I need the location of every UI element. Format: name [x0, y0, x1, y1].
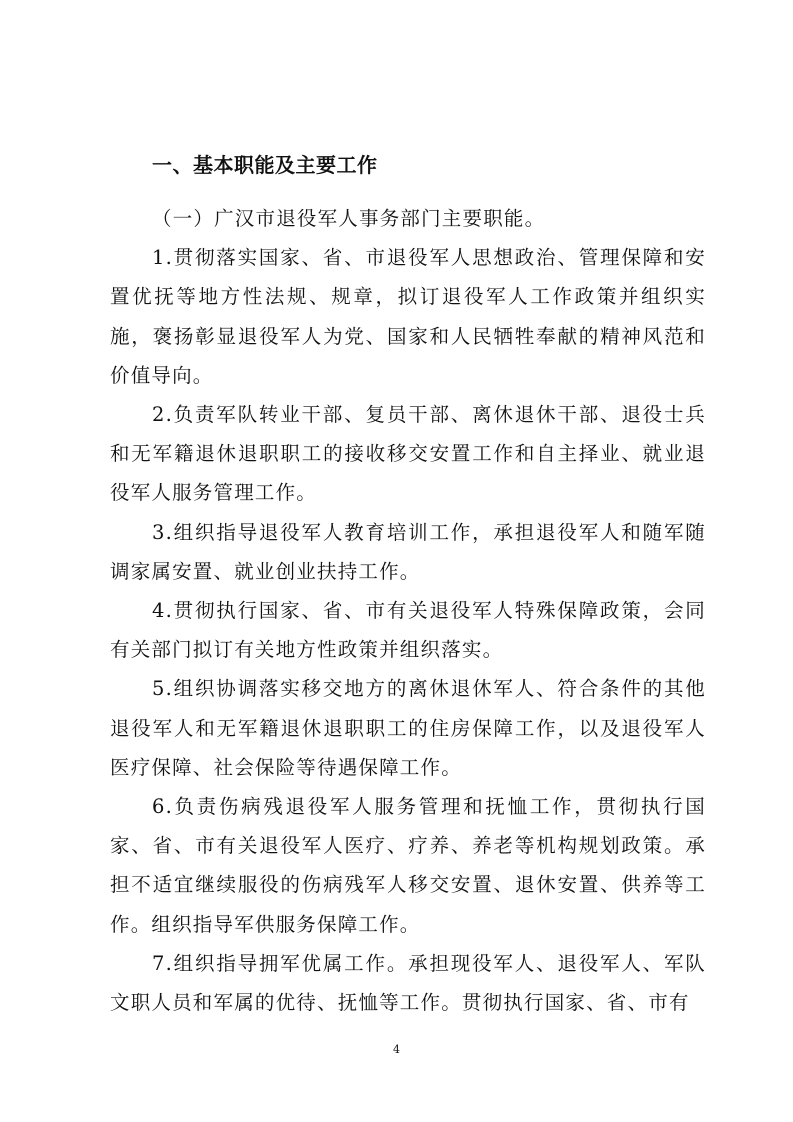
paragraph-item-7: 7.组织指导拥军优属工作。承担现役军人、退役军人、军队文职人员和军属的优待、抚恤等工作。贯彻执行国家、省、市有 — [110, 951, 706, 1015]
paragraph-item-2: 2.负责军队转业干部、复员干部、离休退休干部、退役士兵和无军籍退休退职职工的接收移交安置工作和自主择业、就业退役军人服务管理工作。 — [110, 403, 706, 505]
paragraph-item-1: 1.贯彻落实国家、省、市退役军人思想政治、管理保障和安置优抚等地方性法规、规章，拟订退役军人工作政策并组织实施，褒扬彰显退役军人为党、国家和人民牺牲奉献的精神风范和价值导向。 — [110, 246, 706, 387]
paragraph-item-5: 5.组织协调落实移交地方的离休退休军人、符合条件的其他退役军人和无军籍退休退职职工的住房保障工作，以及退役军人医疗保障、社会保险等待遇保障工作。 — [110, 677, 706, 779]
paragraph-item-4: 4.贯彻执行国家、省、市有关退役军人特殊保障政策，会同有关部门拟订有关地方性政策并组织落实。 — [110, 599, 706, 662]
paragraph-item-6: 6.负责伤病残退役军人服务管理和抚恤工作，贯彻执行国家、省、市有关退役军人医疗、疗养、养老等机构规划政策。承担不适宜继续服役的伤病残军人移交安置、退休安置、供养等工作。组织指导军供服务保障工作。 — [110, 795, 706, 936]
paragraph-item-3: 3.组织指导退役军人教育培训工作，承担退役军人和随军随调家属安置、就业创业扶持工作。 — [110, 520, 706, 583]
section-heading: 一、基本职能及主要工作 — [152, 153, 378, 177]
page-number: 4 — [393, 1043, 400, 1056]
body-text — [110, 199, 706, 1022]
paragraph-subsection-title: （一）广汉市退役军人事务部门主要职能。 — [152, 207, 546, 230]
